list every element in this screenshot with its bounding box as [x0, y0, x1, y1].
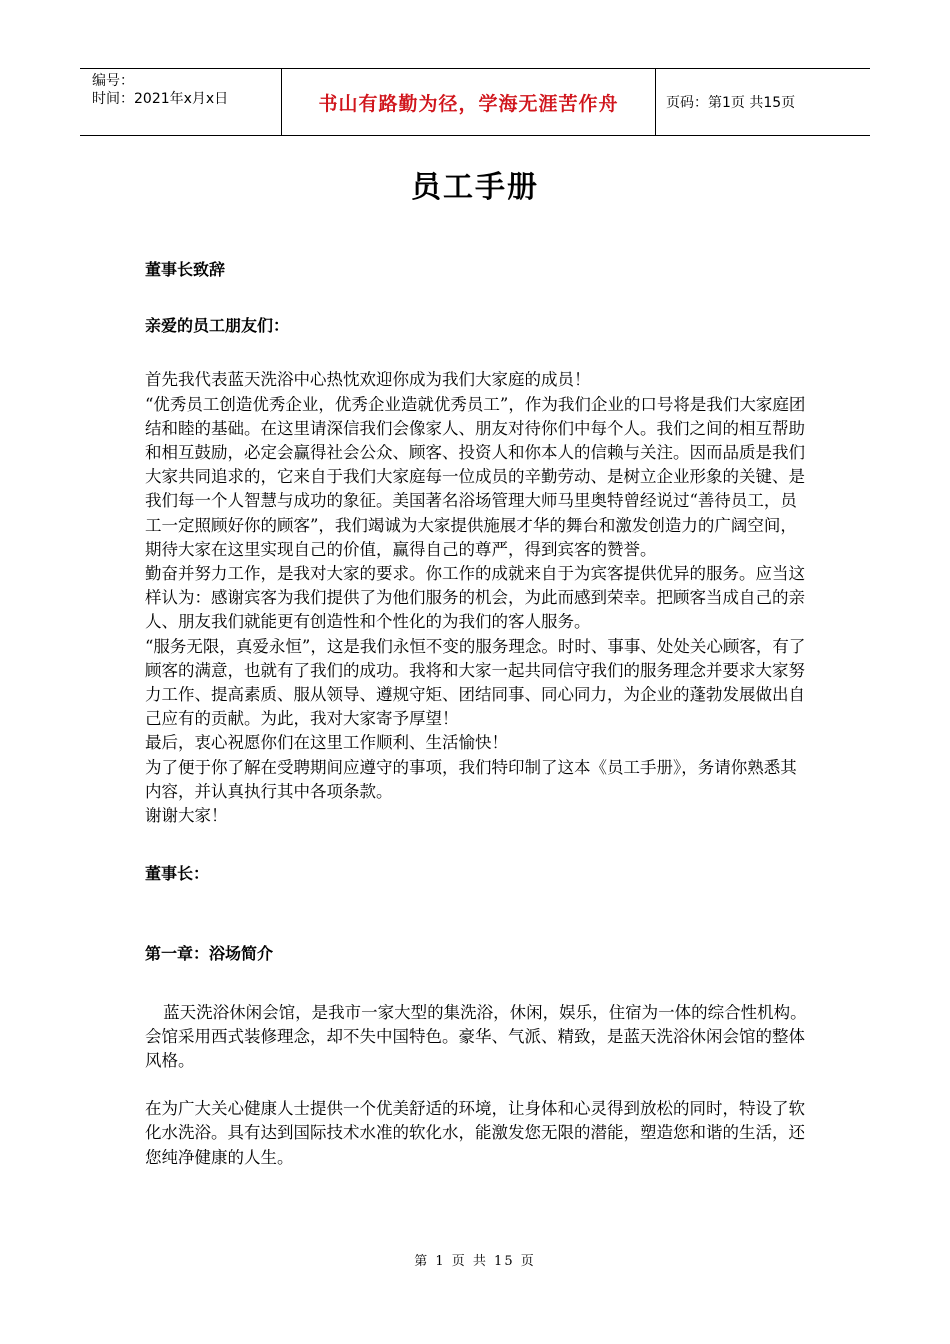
page-footer: 第 1 页 共 15 页 — [414, 1254, 536, 1269]
paragraph: 为了便于你了解在受聘期间应遵守的事项，我们特印制了这本《员工手册》，务请你熟悉其内容，并认真执行其中各项条款。 — [145, 757, 797, 801]
header-page-cell — [656, 69, 870, 135]
document-body — [145, 258, 810, 1170]
document-date-label: 时间：2021年x月x日 — [92, 91, 229, 107]
page-title: 员工手册 — [411, 170, 539, 205]
document-number-label: 编号： — [92, 73, 134, 89]
header-meta-cell — [80, 69, 282, 135]
greeting: 亲爱的员工朋友们： — [145, 316, 290, 336]
header-motto-cell — [282, 69, 656, 135]
chapter-paragraph: 在为广大关心健康人士提供一个优美舒适的环境，让身体和心灵得到放松的同时，特设了软化水洗浴。具有达到国际技术水准的软化水，能激发您无限的潜能，塑造您和谐的生活，还您纯净健康的人生。 — [145, 1099, 805, 1167]
paragraph: 最后，衷心祝愿你们在这里工作顺利、生活愉快！ — [145, 733, 508, 753]
chapter-paragraph: 蓝天洗浴休闲会馆，是我市一家大型的集洗浴，休闲，娱乐，住宿为一体的综合性机构。会馆采用西式装修理念，却不失中国特色。豪华、气派、精致，是蓝天洗浴休闲会馆的整体风格。 — [145, 1002, 807, 1071]
header-page-info: 页码：第1页 共15页 — [666, 95, 796, 111]
paragraph: 谢谢大家！ — [145, 806, 228, 826]
signature: 董事长： — [145, 864, 210, 884]
header-motto: 书山有路勤为径，学海无涯苦作舟 — [318, 92, 619, 115]
paragraph: 勤奋并努力工作，是我对大家的要求。你工作的成就来自于为宾客提供优异的服务。应当这样认为：感谢宾客为我们提供了为他们服务的机会，为此而感到荣幸。把顾客当成自己的亲人、朋友我们就能更有创造性和个性化的为我们的客人服务。 — [145, 564, 805, 632]
paragraph: 首先我代表蓝天洗浴中心热忱欢迎你成为我们大家庭的成员！ — [145, 370, 591, 390]
chairman-heading: 董事长致辞 — [145, 260, 226, 279]
chapter-heading: 第一章：浴场简介 — [145, 944, 274, 964]
paragraph: “服务无限，真爱永恒”，这是我们永恒不变的服务理念。时时、事事、处处关心顾客，有了顾客的满意，也就有了我们的成功。我将和大家一起共同信守我们的服务理念并要求大家努力工作、提高素质、服从领导、遵规守矩、团结同事、同心同力，为企业的蓬勃发展做出自己应有的贡献。为此，我对大家寄予厚望！ — [145, 636, 806, 729]
paragraph: “优秀员工创造优秀企业，优秀企业造就优秀员工”，作为我们企业的口号将是我们大家庭团结和睦的基础。在这里请深信我们会像家人、朋友对待你们中每个人。我们之间的相互帮助和相互鼓励，必定会赢得社会公众、顾客、投资人和你本人的信赖与关注。因而品质是我们大家共同追求的，它来自于我们大家庭每一位成员的辛勤劳动、是树立企业形象的关键、是我们每一个人智慧与成功的象征。美国著名浴场管理大师马里奥特曾经说过“善待员工，员工一定照顾好你的顾客”，我们竭诚为大家提供施展才华的舞台和激发创造力的广阔空间，期待大家在这里实现自己的价值，赢得自己的尊严，得到宾客的赞誉。 — [145, 394, 806, 559]
header-table — [80, 68, 870, 136]
